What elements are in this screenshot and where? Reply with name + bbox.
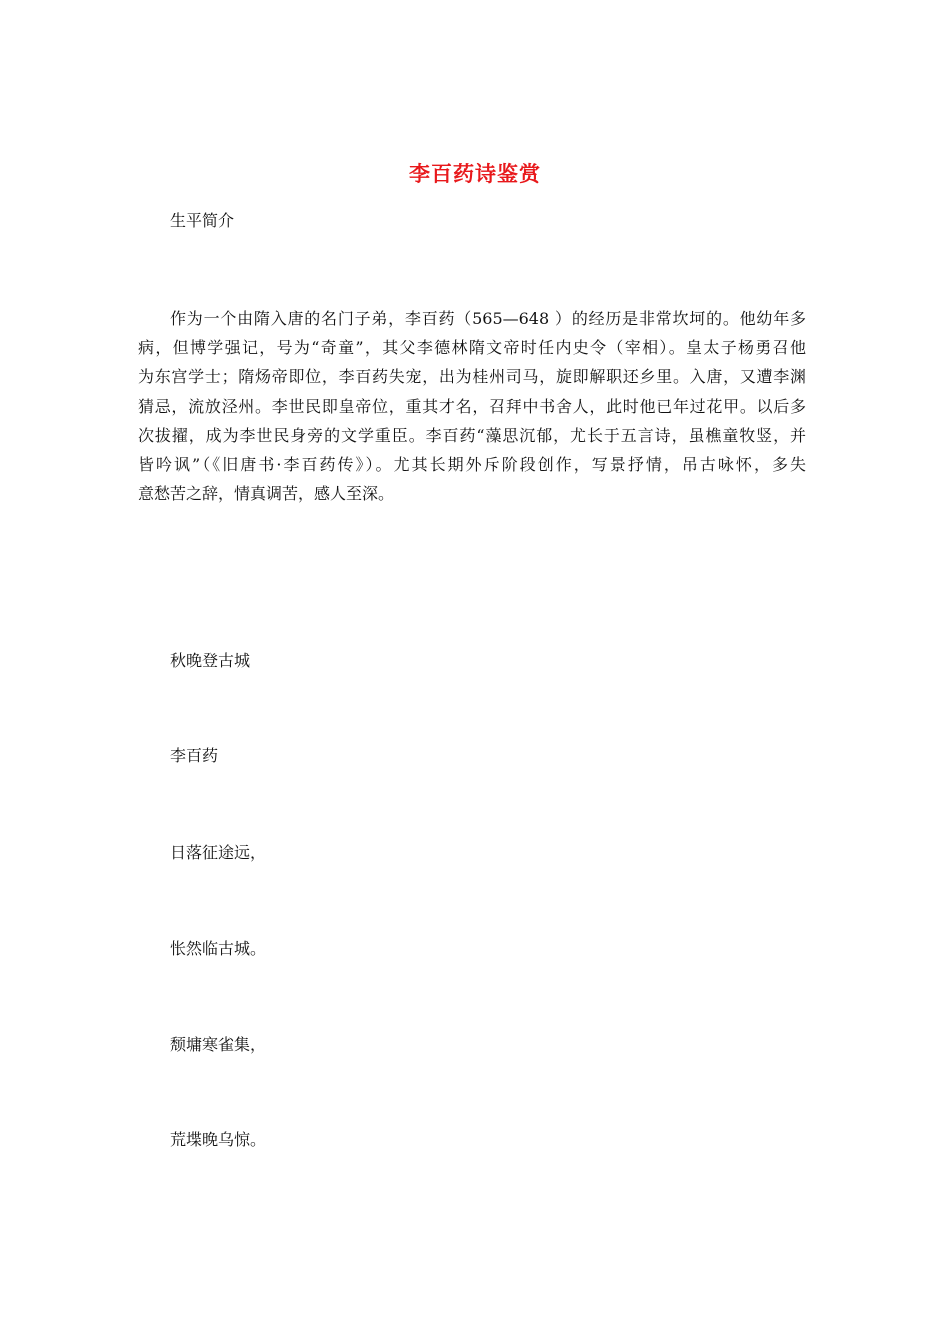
- poem-line: 怅然临古城。: [170, 939, 267, 958]
- bio-line: 猜忌，流放泾州。李世民即皇帝位，重其才名，召拜中书舍人，此时他已年过花甲。以后多: [138, 396, 806, 416]
- section-heading: 生平简介: [170, 211, 235, 230]
- bio-line: 意愁苦之辞，情真调苦，感人至深。: [138, 484, 395, 504]
- bio-line: 作为一个由隋入唐的名门子弟，李百药（565—648 ）的经历是非常坎坷的。他幼年多: [170, 309, 806, 328]
- page-title: 李百药诗鉴赏: [409, 162, 541, 186]
- poem-line: 日落征途远，: [170, 843, 267, 862]
- biography-paragraph: [138, 304, 806, 508]
- poem-title: 秋晚登古城: [170, 651, 251, 670]
- poem-line: 颓墉寒雀集，: [170, 1035, 267, 1054]
- bio-line: 病，但博学强记，号为“奇童”，其父李德林隋文帝时任内史令（宰相）。皇太子杨勇召他: [138, 338, 806, 358]
- bio-line: 为东宫学士；隋炀帝即位，李百药失宠，出为桂州司马，旋即解职还乡里。入唐，又遭李渊: [138, 367, 806, 387]
- poem-author: 李百药: [170, 746, 219, 765]
- bio-line: 次拔擢，成为李世民身旁的文学重臣。李百药“藻思沉郁，尤长于五言诗，虽樵童牧竖，并: [138, 425, 806, 445]
- poem-line: 荒堞晚乌惊。: [170, 1130, 267, 1149]
- bio-line: 皆吟讽”（《旧唐书·李百药传》）。尤其长期外斥阶段创作，写景抒情，吊古咏怀，多失: [138, 455, 806, 475]
